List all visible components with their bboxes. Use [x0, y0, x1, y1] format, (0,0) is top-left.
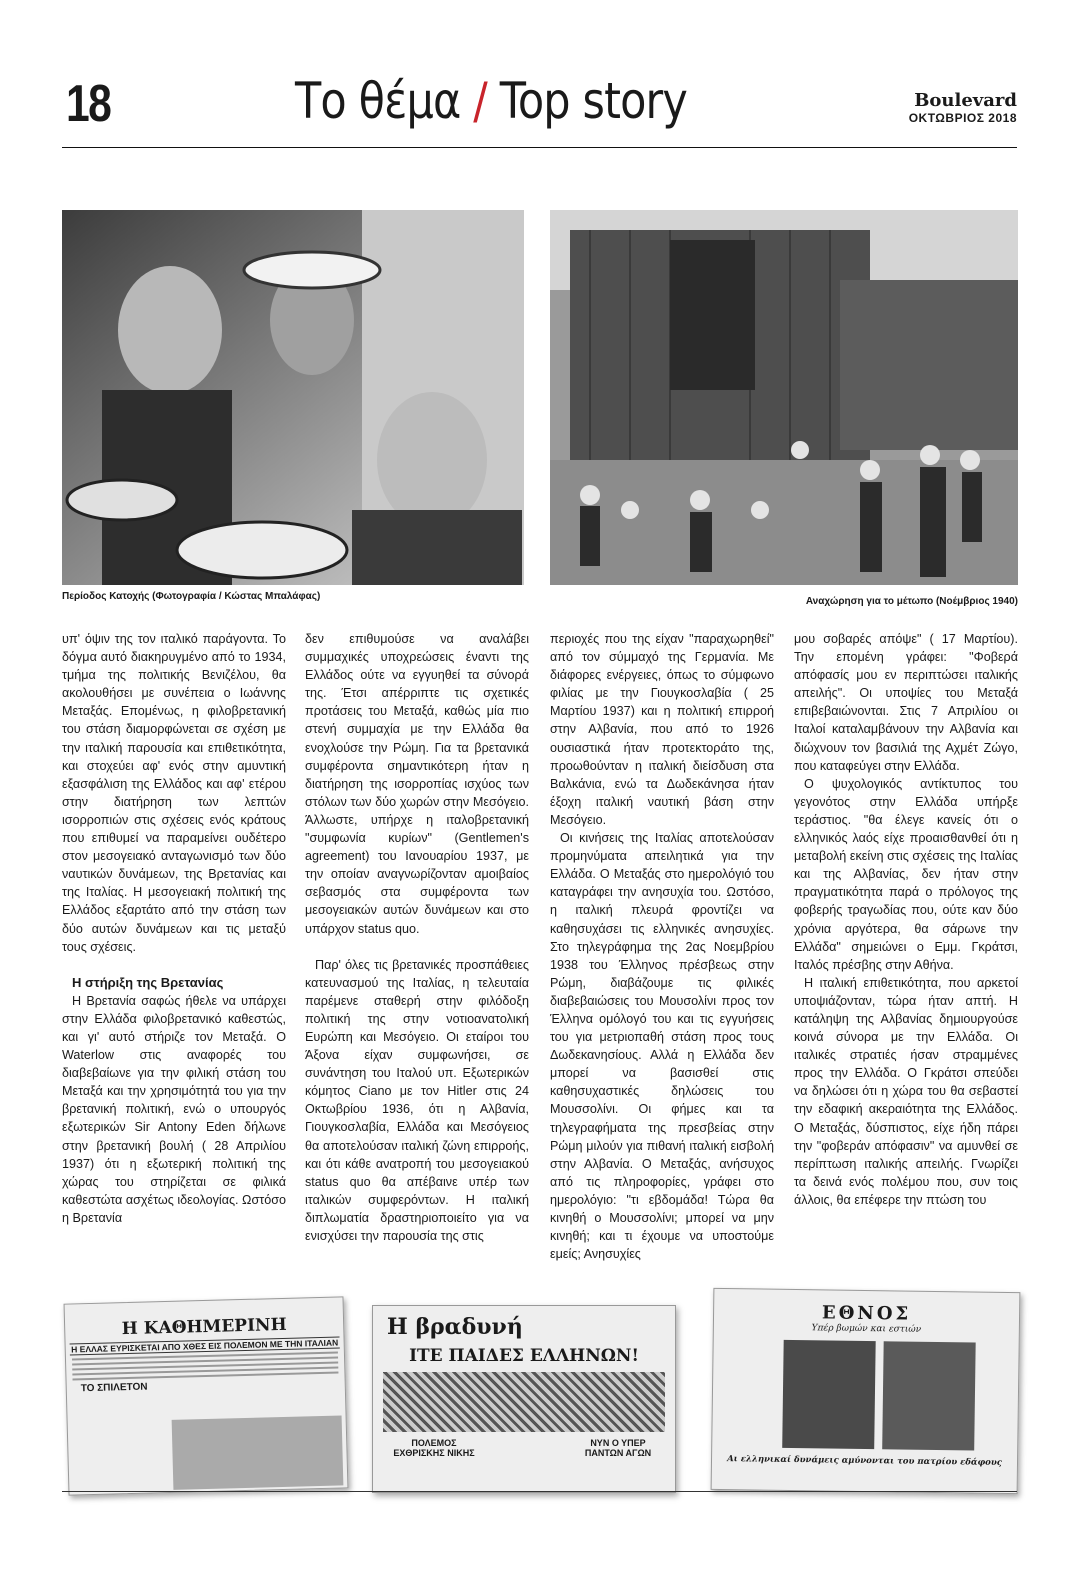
- article-paragraph: Ο ψυχολογικός αντίκτυπος του γεγονότος στην Ελλάδα υπήρξε τεράστιος. "θα έλεγε κανείς ότι ο ελληνικός λαός είχε προαισθανθεί ότι η μεταβολή εκείνη στις σχέσεις της Ιταλίας και της Αλβανίας, δεν ήταν στην πραγματικότητα παρά ο πρόλογος της φοβερής τραγωδίας που, ούτε καν δύο χρόνια αργότερα, θα σάρωνε την Ελλάδα" σημειώνει ο Εμμ. Γκράτσι, Ιταλός πρέσβης στην Αθήνα.: [794, 776, 1018, 972]
- photo-train-image: [550, 210, 1018, 585]
- kathimerini-photos: [172, 1415, 344, 1489]
- photo-departure-front: [550, 210, 1018, 585]
- footer-rule: [62, 1491, 1017, 1492]
- article-column-3: [550, 630, 774, 1263]
- article-paragraph: περιοχές που της είχαν "παραχωρηθεί" από τον σύμμαχό της Γερμανία. Με διάφορες ενέργειες, όπως το σύμφωνο φιλίας με την Γιουγκοσλαβία ( 25 Μαρτίου 1937) και η πολιτική επιρροή στην Αλβανία, που από το 1926 ουσιαστικά ήταν προτεκτοράτο της, προωθούνταν η ιταλική διείσδυση στα Βαλκάνια, ενώ τα Δωδεκάνησα ήταν έξοχη ιταλική ναυτική βάση στην Μεσόγειο.: [550, 632, 774, 827]
- kathimerini-headline: Η ΕΛΛΑΣ ΕΥΡΙΣΚΕΤΑΙ ΑΠΟ ΧΘΕΣ ΕΙΣ ΠΟΛΕΜΟΝ ΜΕ ΤΗΝ ΙΤΑΛΙΑΝ: [71, 1337, 339, 1355]
- vradyni-box-right: ΝΥΝ Ο ΥΠΕΡ ΠΑΝΤΩΝ ΑΓΩΝ: [584, 1438, 652, 1458]
- vradyni-headline: ΙΤΕ ΠΑΙΔΕΣ ΕΛΛΗΝΩΝ!: [409, 1346, 639, 1366]
- article-column-2: [305, 630, 529, 1245]
- page-header: [62, 74, 1017, 146]
- title-slash: /: [473, 72, 487, 130]
- section-title-greek: Το θέμα: [295, 72, 461, 130]
- vradyni-box-left: ΠΟΛΕΜΟΣ ΕΧΘΡΙΣΚΗΣ ΝΙΚΗΣ: [393, 1438, 475, 1458]
- photo-caption-left: Περίοδος Κατοχής (Φωτογραφία / Κώστας Μπαλάφας): [62, 591, 321, 602]
- brand-name: Boulevard: [914, 90, 1017, 111]
- page-number: 18: [66, 75, 111, 133]
- ethnos-headline: Αι ελληνικαί δυνάμεις αμύνονται του πατρίου εδάφους: [727, 1454, 1003, 1468]
- newspaper-ethnos: [711, 1288, 1021, 1494]
- header-rule: [62, 147, 1017, 148]
- kathimerini-masthead: Η ΚΑΘΗΜΕΡΙΝΗ: [121, 1314, 287, 1340]
- ethnos-motto: Υπέρ βωμών και εστιών: [811, 1323, 922, 1335]
- ethnos-portrait-right: [882, 1341, 975, 1450]
- article-paragraph: δεν επιθυμούσε να αναλάβει συμμαχικές υποχρεώσεις έναντι της Ελλάδος ούτε να εγγυηθεί τα σύνορά της. Έτσι απέρριπτε τις σχετικές προτάσεις του Μεταξά, καθώς μία πιο στενή συμμαχία με την Ελλάδα θα ενοχλούσε την Ρώμη. Για τα βρετανικά συμφέροντα σημαντικότερη ήταν η διατήρηση της ισορροπίας ισχύος των στόλων των δύο χωρών στην Μεσόγειο. Άλλωστε, υπήρχε η ιταλοβρετανική "συμφωνία κυρίων" (Gentlemen's agreement) του Ιανουαρίου 1937, με την οποίαν αναγνωρίζονταν αμοιβαίος σεβασμός στα συμφέροντα των μεσογειακών αυτών δυνάμεων και στο υπάρχον status quo.: [305, 632, 529, 936]
- newspaper-kathimerini: [64, 1296, 349, 1495]
- kathimerini-subheadline: ΤΟ ΣΠΙΛΕΤΟΝ: [80, 1381, 148, 1395]
- kathimerini-text-lines: [66, 1351, 344, 1380]
- newspaper-vradyni: [372, 1305, 676, 1493]
- article-column-1: [62, 630, 286, 1227]
- vradyni-map: [383, 1372, 665, 1432]
- article-paragraph: υπ' όψιν της τον ιταλικό παράγοντα. Το δόγμα αυτό διακηρυγμένο από το 1934, τμήμα της πολιτικής Βενιζέλου, θα ακολουθήσει με συνέπεια ο Ιωάννης Μεταξάς. Επομένως, η φιλοβρετανική του στάση διαμορφώνεται σε σχέση με την ιταλική παρουσία και επιθετικότητα, και στοχεύει αφ' ενός στην αμυντική εξασφάλιση της Ελλάδος και αφ' ετέρου στην διατήρηση των λεπτών ισορροπιών στις σχέσεις ενός κράτους που επιθυμεί να παραμείνει ουδέτερο στον μεσογειακό ανταγωνισμό των δύο ναυτικών δυνάμεων, της Βρετανίας και της Ιταλίας. Η μεσογειακή πολιτική της Ελλάδος εξαρτάτο από την στάση των δύο αυτών δυνάμεων και τις μεταξύ τους σχέσεις.: [62, 632, 286, 954]
- vradyni-masthead: Η βραδυνή: [387, 1314, 523, 1340]
- ethnos-portrait-left: [782, 1340, 875, 1449]
- section-title-english: Top story: [499, 72, 687, 130]
- ethnos-masthead: ΕΘΝΟΣ: [821, 1302, 912, 1325]
- photo-caption-right: Αναχώρηση για το μέτωπο (Νοέμβριος 1940): [805, 596, 1018, 607]
- article-paragraph: Η ιταλική επιθετικότητα, που αρκετοί υποψιάζονταν, τώρα ήταν απτή. Η κατάληψη της Αλβανίας δημιουργούσε κοινά σύνορα με την Ελλάδα. Οι ιταλικές στρατιές ήσαν στραμμένες προς την Ελλάδα. Ο Γκράτσι σπεύδει να δηλώσει ότι η χώρα του θα σεβαστεί την εδαφική ακεραιότητα της Ελλάδος. Ο Μεταξάς, δύσπιστος, είχε ήδη πάρει την "φοβεράν απόφασιν" να αμυνθεί σε περίπτωση ιταλικής απειλής. Γνωρίζει τα δεινά ενός πολέμου που, συν τοις άλλοις, θα επέφερε την πτώση του: [794, 975, 1018, 1207]
- article-paragraph: μου σοβαρές απόψε" ( 17 Μαρτίου). Την επομένη γράφει: "Φοβερά απόφασίς μου εν περιπτώσει ιταλικής απειλής". Οι υποψίες του Μεταξά επιβεβαιώνονται. Στις 7 Απριλίου οι Ιταλοί καταλαμβάνουν την Αλβανία και διώχνουν τον βασιλιά της Αχμέτ Ζώγο, που καταφεύγει στην Ελλάδα.: [794, 632, 1018, 773]
- brand-block: [909, 92, 1017, 125]
- article-paragraph: Παρ' όλες τις βρετανικές προσπάθειες κατευνασμού της Ιταλίας, η τελευταία παρέμενε σταθερή στην φιλόδοξη πολιτική της στην νοτιοανατολική Ευρώπη και Μεσόγειο. Οι εταίροι του Άξονα είχαν συμφωνήσει, σε συνάντηση του Ιταλού υπ. Εξωτερικών κόμητος Ciano με τον Hitler στις 24 Οκτωβρίου 1936, ότι η Αλβανία, Γιουγκοσλαβία, Ελλάδα και Μεσόγειος θα αποτελούσαν ιταλική ζώνη επιρροής, και ότι κάθε ανατροπή του μεσογειακού status quo θα απέβαινε υπέρ των ιταλικών συμφερόντων. Η ιταλική διπλωματία δραστηριοποιείτο για να ενισχύσει την παρουσία της στις: [305, 957, 529, 1243]
- article-subheading: Η στήριξη της Βρετανίας: [72, 974, 224, 990]
- issue-date: ΟΚΤΩΒΡΙΟΣ 2018: [908, 111, 1017, 125]
- section-title: [295, 72, 687, 130]
- photo-children-image: [62, 210, 524, 585]
- article-column-4: [794, 630, 1018, 1209]
- article-paragraph: Η Βρετανία σαφώς ήθελε να υπάρχει στην Ελλάδα φιλοβρετανικό καθεστώς, και γι' αυτό στήριζε τον Μεταξά. Ο Waterlow στις αναφορές του διαβεβαίωνε για την φιλική στάση του Μεταξά και την χρησιμότητά του για την βρετανική πολιτική, ενώ ο υπουργός εξωτερικών Sir Antony Eden δήλωνε στην βρετανική βουλή ( 28 Απριλίου 1937) ότι η εξωτερική πολιτική της χώρας του στηρίζεται σε φιλικά καθεστώτα ασχέτως ιδεολογίας. Ωστόσο η Βρετανία: [62, 993, 286, 1225]
- photo-children-occupation: [62, 210, 524, 585]
- article-paragraph: Οι κινήσεις της Ιταλίας αποτελούσαν προμηνύματα απειλητικά για την Ελλάδα. Ο Μεταξάς στο ημερολόγιό του καταγράφει την ανησυχία του. Ωστόσο, η ιταλική πλευρά φροντίζει να καθησυχάσει τις ελληνικές ανησυχίες. Στο τηλεγράφημα της 2ας Νοεμβρίου 1938 του Έλληνος πρέσβεως στην Ρώμη, διαβάζουμε τις φιλικές διαβεβαιώσεις του Μουσολίνι προς τον Έλληνα ομόλογό του και τις εγγυήσεις του για μετριοπαθή στάση προς τους Δωδεκανησίους. Αλλά η Ελλάδα δεν μπορεί να βασισθεί στις καθησυχαστικές δηλώσεις του Μουσσολίνι. Οι φήμες και τα τηλεγραφήματα της πρεσβείας στην Ρώμη μιλούν για πιθανή ιταλική εισβολή στην Αλβανία. Ο Μεταξάς, ανήσυχος από τις πληροφορίες, γράφει στο ημερολόγιο: "τι εβδομάδα! Τώρα θα κινηθή ο Μουσσολίνι; μπορεί να μην κινηθή; και τι έχουμε να υποστούμε εμείς; Ανησυχίες: [550, 831, 774, 1262]
